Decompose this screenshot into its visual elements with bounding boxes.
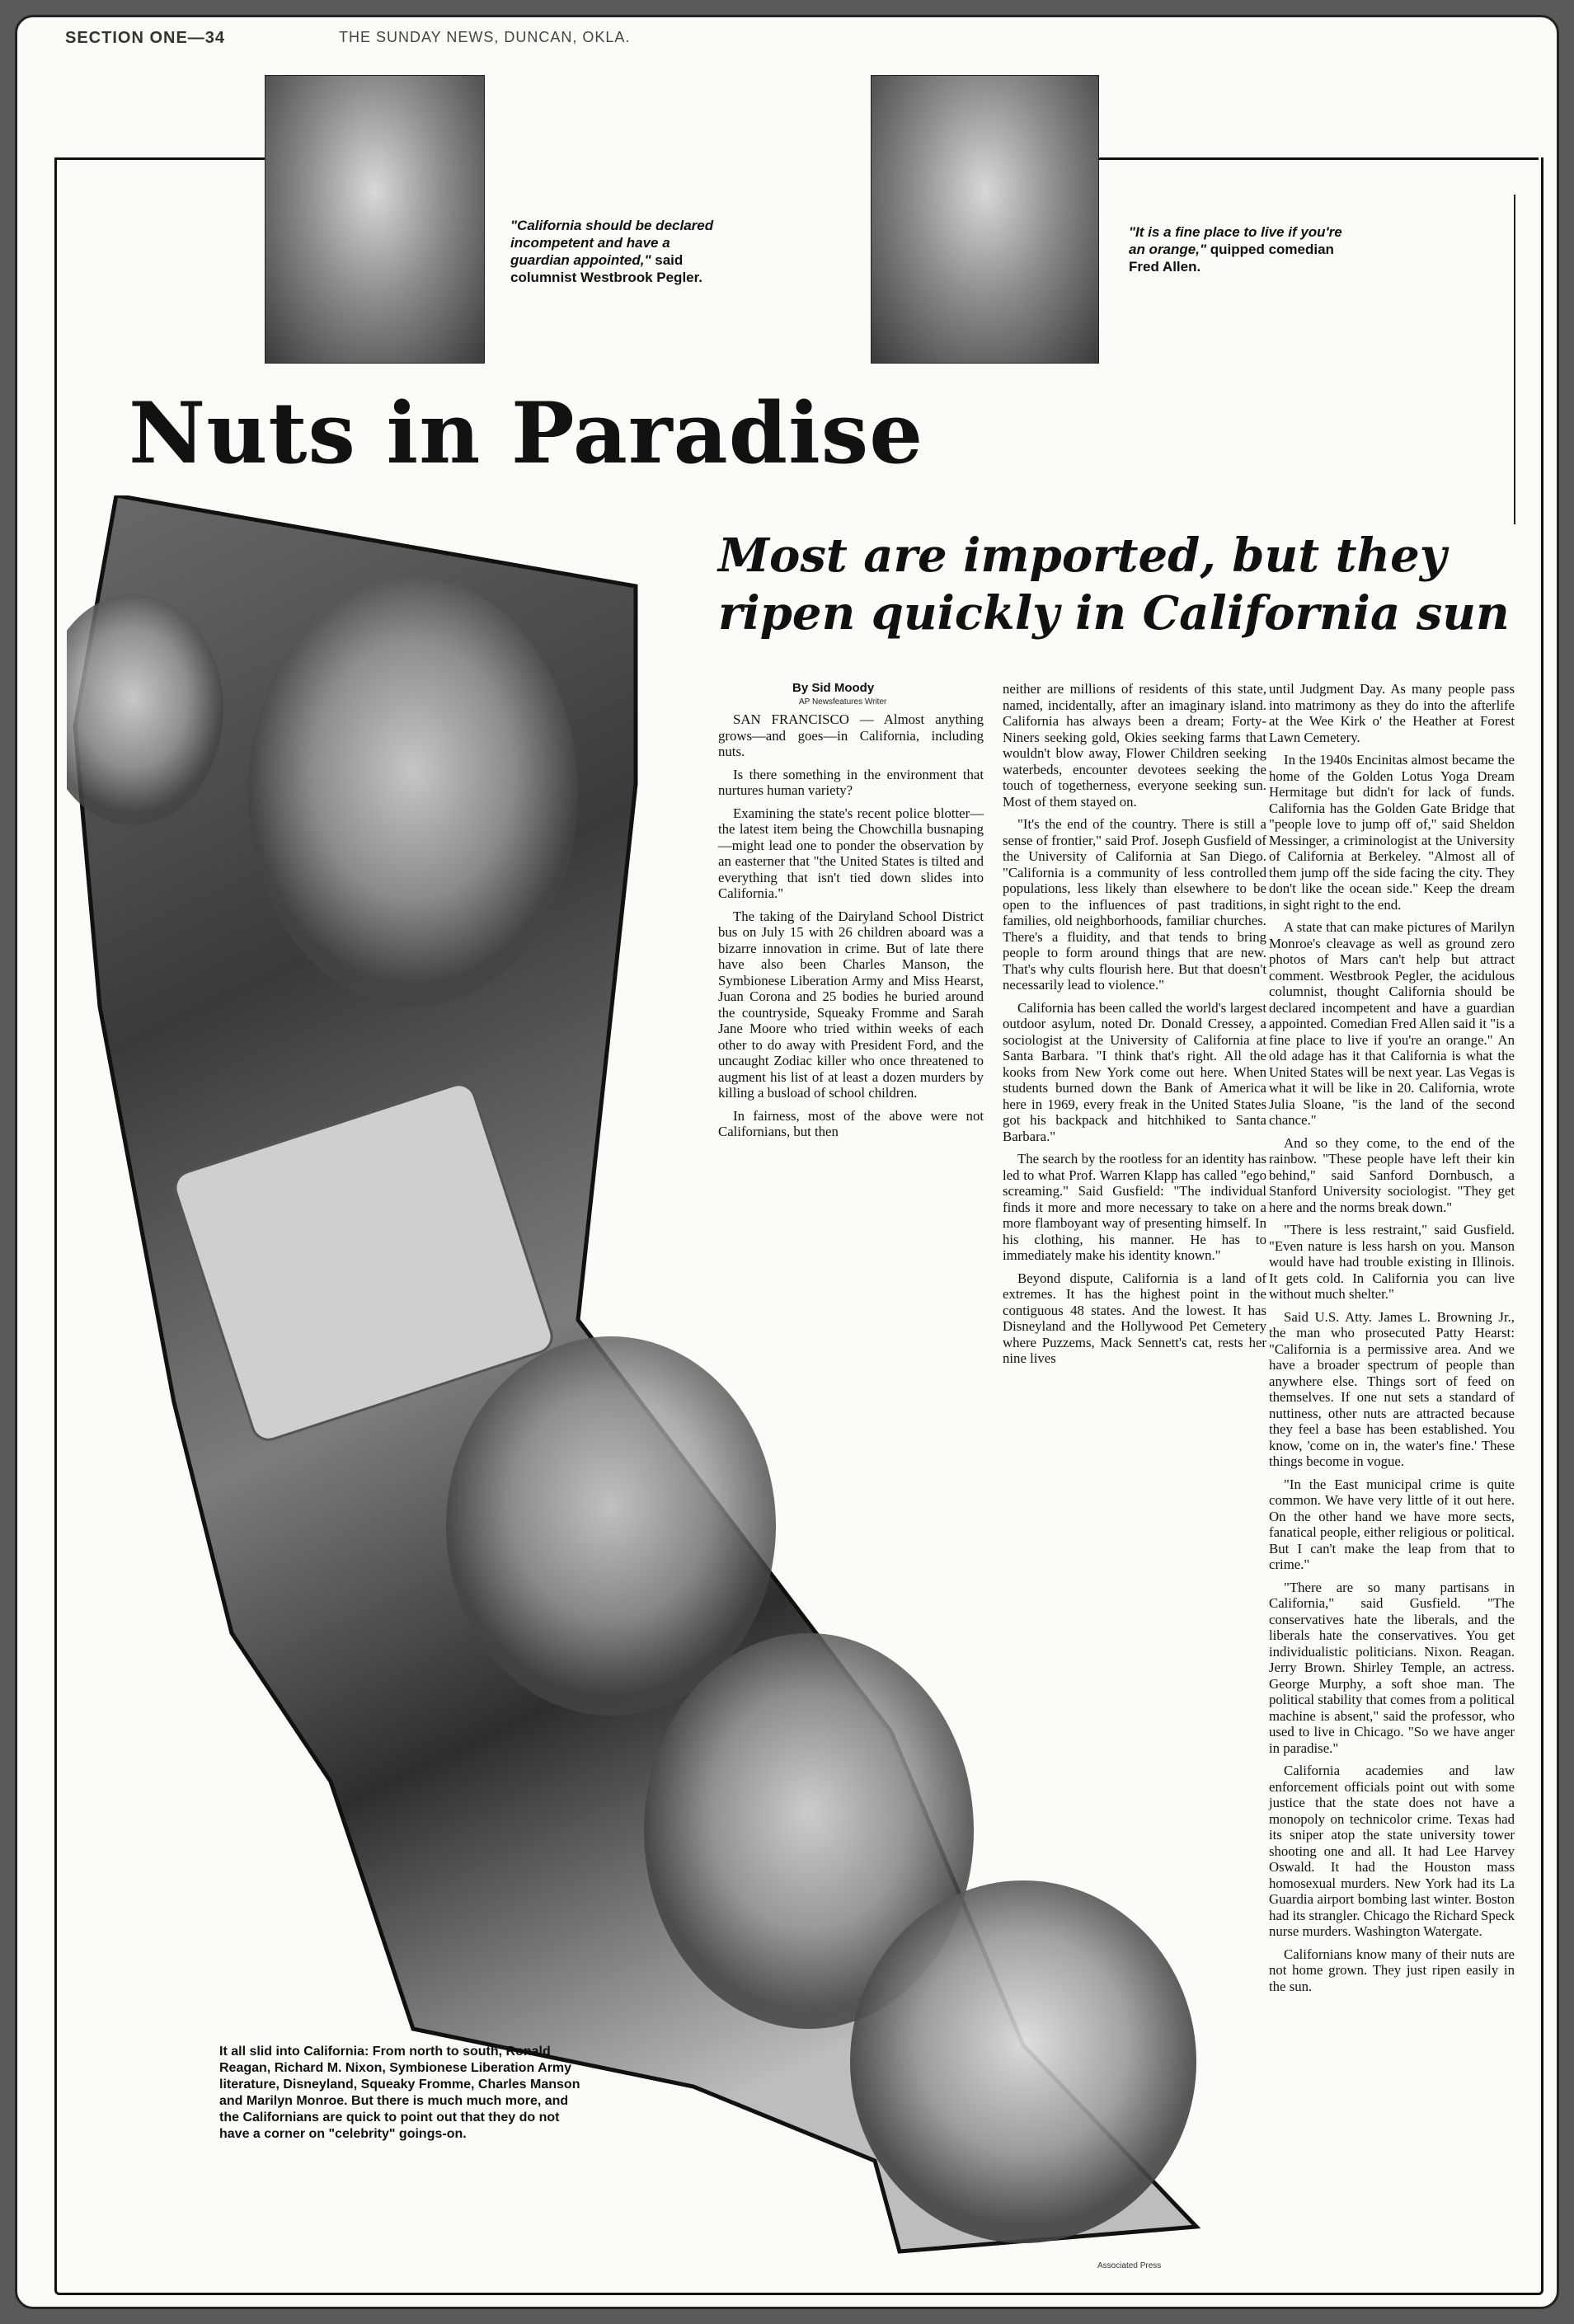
article-column-3 — [1269, 681, 1515, 2001]
paragraph: Said U.S. Atty. James L. Browning Jr., the man who prosecuted Patty Hearst: "California is a permissive area. And we have a broader spectrum of people than anywhere else. Things sort of feed on themselves. If one nut sets a standard of nuttiness, other nuts are attracted because they feel a base has been established. You know, 'come on in, the water's fine.' These things become in vogue. — [1269, 1308, 1515, 1469]
paragraph: In the 1940s Encinitas almost became the home of the Golden Lotus Yoga Dream Hermitage but didn't for lack of funds. California has the Golden Gate Bridge that "people love to jump off of," said Sheldon Messinger, a criminologist at the University of California at Berkeley. "Almost all of them jump off the side facing the city. They don't like the ocean side." Keep the dream in sight right to the end. — [1269, 752, 1515, 913]
paragraph: "In the East municipal crime is quite common. We have very little of it out here. On the other hand we have more sects, fanatical people, either religious or political. But I can't make the leap from that to crime." — [1269, 1476, 1515, 1572]
fromme-photo — [446, 1336, 776, 1716]
paragraph: until Judgment Day. As many people pass into matrimony as they do into the afterlife at the Wee Kirk o' the Heather at Forest Lawn Cemetery. — [1269, 681, 1515, 745]
allen-caption: "It is a fine place to live if you're an orange," quipped comedian Fred Allen. — [1129, 224, 1342, 275]
paragraph: A state that can make pictures of Marilyn Monroe's cleavage as well as ground zero photos of Mars can't help but attract comment. Westbrook Pegler, the acidulous columnist, thought California should be declared incompetent and have a guardian appointed. Comedian Fred Allen said it "is a fine place to live if you're an orange." An old adage has it that California is what the United States will be next year. Las Vegas is what it will be like in 20. California, wrote Julia Sloane, "is the land of the second chance." — [1269, 919, 1515, 1128]
column-rule — [1514, 195, 1515, 524]
paragraph: Beyond dispute, California is a land of extremes. It has the highest point in the contiguous 48 states. And the lowest. It has Disneyland and the Hollywood Pet Cemetery where Puzzems, Mack Sennett's cat, rests her nine lives — [1003, 1270, 1266, 1366]
byline-role: AP Newsfeatures Writer — [799, 697, 887, 707]
nixon-photo — [248, 578, 578, 1007]
map-caption: It all slid into California: From north to south, Ronald Reagan, Richard M. Nixon, Symbionese Liberation Army literature, Disneyland, Squeaky Fromme, Charles Manson and Marilyn Monroe. But there is much much more, and the Californians are quick to point out that they do not have a corner on "celebrity" goings-on. — [219, 2045, 580, 2141]
article-column-1 — [718, 711, 984, 1147]
paragraph: "It's the end of the country. There is still a sense of frontier," said Prof. Joseph Gusfield of the University of California at San Diego. "California is a community of less controlled populations, less likely than elsewhere to be open to the influences of past traditions, families, old neighborhoods, familiar churches. There's a fluidity, and that tends to bring people to form around things that are new. That's why cults flourish here. But that doesn't necessarily lead to violence." — [1003, 816, 1266, 993]
paragraph: In fairness, most of the above were not Californians, but then — [718, 1107, 984, 1139]
paragraph: The taking of the Dairyland School District bus on July 15 with 26 children aboard was a bizarre innovation in crime. But of late there have also been Charles Manson, the Symbionese Liberation Army and Miss Hearst, Juan Corona and 25 bodies he buried around the countryside, Squeaky Fromme and Sarah Jane Moore who tried within weeks of each other to do away with President Ford, and the uncaught Zodiac killer who once threatened to augment his list of at least a dozen murders by killing a busload of school children. — [718, 908, 984, 1101]
allen-photo — [871, 75, 1099, 364]
paragraph: The search by the rootless for an identity has led to what Prof. Warren Klapp has called "ego screaming." Said Gusfield: "The individual finds it more and more necessary to take on a more flamboyant way of presenting himself. In his clothing, his manner. He has to immediately make his identity known." — [1003, 1151, 1266, 1263]
paragraph: California has been called the world's largest outdoor asylum, noted Dr. Donald Cressey, a sociologist at the University of California at Santa Barbara. "I think that's right. All the kooks from New York come out here. When students burned down the Bank of America here in 1969, every freak in the United States got his backpack and hitchhiked to Santa Barbara." — [1003, 999, 1266, 1144]
byline: By Sid Moody — [792, 681, 875, 695]
photo-credit: Associated Press — [1097, 2261, 1162, 2270]
masthead: THE SUNDAY NEWS, DUNCAN, OKLA. — [339, 29, 631, 45]
paragraph: Californians know many of their nuts are not home grown. They just ripen easily in the sun. — [1269, 1946, 1515, 1994]
paragraph: And so they come, to the end of the rainbow. "These people have left their kin behind," said Sanford Dornbusch, a Stanford University sociologist. "They get here and the norms break down." — [1269, 1134, 1515, 1215]
article-column-2 — [1003, 681, 1266, 1373]
pegler-caption: "California should be declared incompetent and have a guardian appointed," said columnist Westbrook Pegler. — [510, 218, 714, 285]
paragraph: "There is less restraint," said Gusfield. "Even nature is less harsh on you. Manson would have had trouble existing in Illinois. It gets cold. In California you can live without much shelter." — [1269, 1222, 1515, 1302]
paragraph: Examining the state's recent police blotter—the latest item being the Chowchilla busnaping—might lead one to ponder the observation by an easterner that "the United States is tilted and everything that isn't tied down slides into California." — [718, 805, 984, 901]
paragraph: neither are millions of residents of this state, named, incidentally, after an imaginary island. California has always been a dream; Forty-Niners seeking gold, Okies seeking farms that wouldn't blow away, Flower Children seeking waterbeds, encounter devotees seeking the touch of togetherness, everyone seeking sun. Most of them stayed on. — [1003, 681, 1266, 810]
pegler-photo — [265, 75, 485, 364]
page-folio: SECTION ONE—34 — [65, 29, 226, 47]
paragraph: Is there something in the environment that nurtures human variety? — [718, 766, 984, 798]
headline: Nuts in Paradise — [129, 384, 924, 483]
paragraph: SAN FRANCISCO — Almost anything grows—and goes—in California, including nuts. — [718, 711, 984, 759]
paragraph: "There are so many partisans in California," said Gusfield. "The conservatives hate the liberals, and the liberals hate the conservatives. You get individualistic politicians. Nixon. Reagan. Jerry Brown. Shirley Temple, an actress. George Murphy, a soft shoe man. The political stability that comes from a political machine is absent," said the professor, who used to live in Chicago. "So we have anger in paradise." — [1269, 1579, 1515, 1756]
paragraph: California academies and law enforcement officials point out with some justice that the state does not have a monopoly on technicolor crime. Texas had its sniper atop the state university tower shooting one and all. It had Lee Harvey Oswald. It had the Houston mass homosexual murders. New York had its La Guardia airport bombing last winter. Boston had its strangler. Chicago the Richard Speck nurse murders. Washington Watergate. — [1269, 1763, 1515, 1939]
newspaper-page — [15, 15, 1559, 2309]
subheadline: Most are imported, but they ripen quickly in California sun — [718, 528, 1510, 641]
monroe-photo — [850, 1880, 1196, 2243]
